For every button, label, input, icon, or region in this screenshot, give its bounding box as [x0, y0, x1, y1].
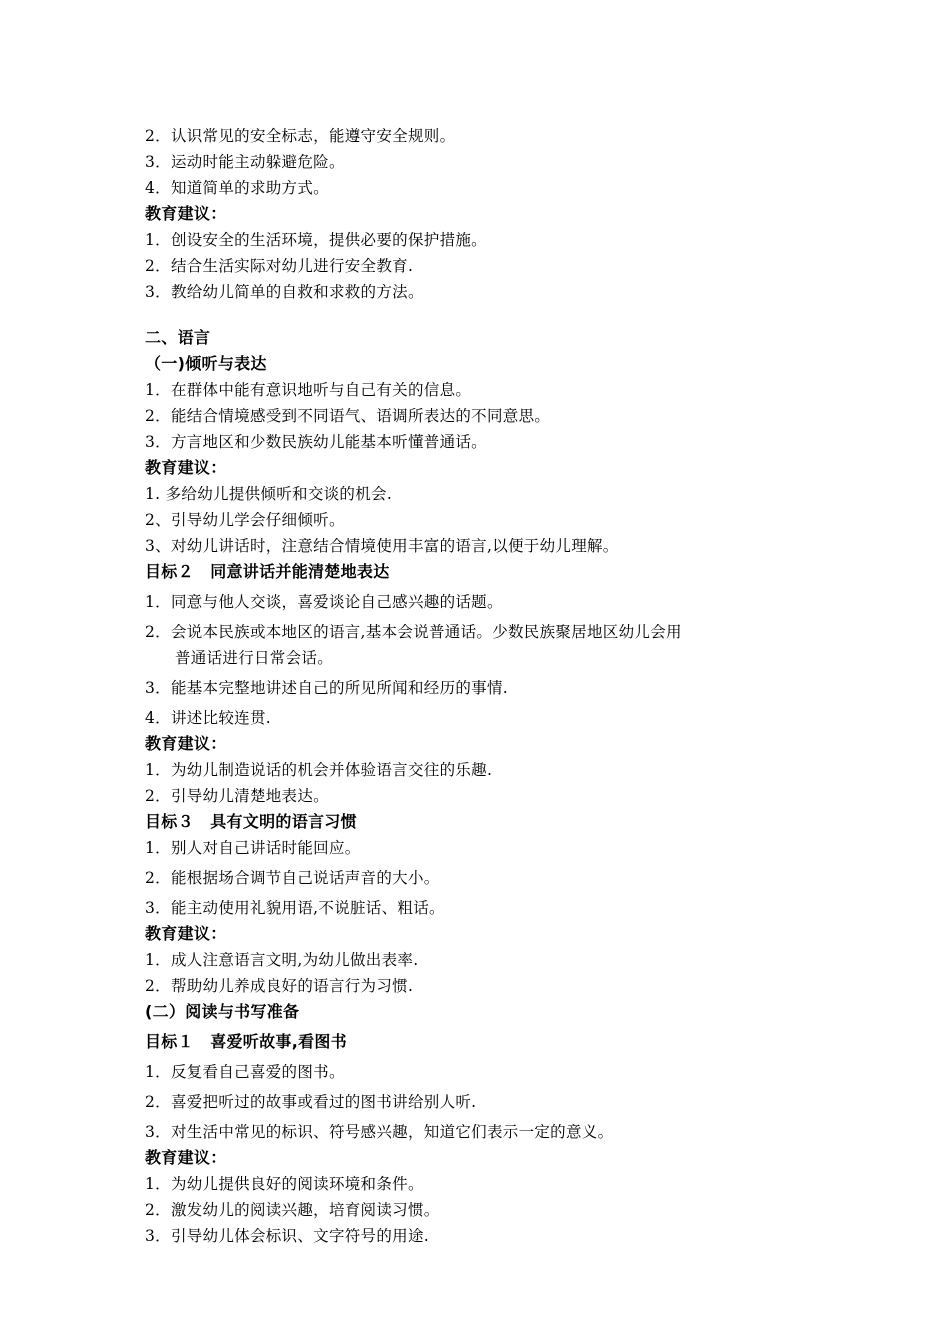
list-item: 3．运动时能主动躲避危险。	[145, 153, 345, 171]
list-item: 2．喜爱把听过的故事或看过的图书讲给别人听.	[145, 1093, 477, 1111]
document-page	[145, 123, 835, 1249]
subsection-heading: (二）阅读与书写准备	[145, 1002, 300, 1021]
list-item: 1．反复看自己喜爱的图书。	[145, 1063, 345, 1081]
goal-heading: 目标１ 喜爱听故事,看图书	[145, 1032, 347, 1051]
list-item: 3．教给幼儿简单的自救和求救的方法。	[145, 283, 424, 301]
list-item: 2．激发幼儿的阅读兴趣，培育阅读习惯。	[145, 1201, 440, 1219]
list-item: 2．帮助幼儿养成良好的语言行为习惯.	[145, 977, 414, 995]
list-item: 3．能基本完整地讲述自己的所见所闻和经历的事情.	[145, 679, 508, 697]
list-item: 1. 多给幼儿提供倾听和交谈的机会.	[145, 485, 393, 503]
list-item: 3．引导幼儿体会标识、文字符号的用途.	[145, 1227, 429, 1245]
list-item: 1．在群体中能有意识地听与自己有关的信息。	[145, 381, 472, 399]
section-heading: 教育建议：	[145, 924, 227, 943]
list-item: 2．会说本民族或本地区的语言,基本会说普通话。少数民族聚居地区幼儿会用	[145, 623, 682, 641]
list-item: 1．为幼儿提供良好的阅读环境和条件。	[145, 1175, 424, 1193]
list-item: 2．结合生活实际对幼儿进行安全教育.	[145, 257, 414, 275]
list-item: 2．认识常见的安全标志，能遵守安全规则。	[145, 127, 456, 145]
goal-heading: 目标２ 同意讲话并能清楚地表达	[145, 562, 390, 581]
list-item: 1．为幼儿制造说话的机会并体验语言交往的乐趣.	[145, 761, 493, 779]
list-item: 3、对幼儿讲话时，注意结合情境使用丰富的语言,以便于幼儿理解。	[145, 537, 619, 555]
list-item: 3．方言地区和少数民族幼儿能基本听懂普通话。	[145, 433, 487, 451]
list-item: 1．同意与他人交谈，喜爱谈论自己感兴趣的话题。	[145, 593, 503, 611]
spacer	[145, 305, 835, 325]
list-item: 3．对生活中常见的标识、符号感兴趣，知道它们表示一定的意义。	[145, 1123, 614, 1141]
list-item: 3．能主动使用礼貌用语,不说脏话、粗话。	[145, 899, 445, 917]
list-item: 4．知道简单的求助方式。	[145, 179, 329, 197]
list-item: 1．别人对自己讲话时能回应。	[145, 839, 361, 857]
list-item: 1．创设安全的生活环境，提供必要的保护措施。	[145, 231, 487, 249]
list-item: 2．能根据场合调节自己说话声音的大小。	[145, 869, 440, 887]
list-item-continuation: 普通话进行日常会话。	[175, 649, 334, 667]
section-heading: 教育建议：	[145, 734, 227, 753]
section-heading: 教育建议：	[145, 204, 227, 223]
list-item: 1．成人注意语言文明,为幼儿做出表率.	[145, 951, 419, 969]
list-item: 2．引导幼儿清楚地表达。	[145, 787, 329, 805]
list-item: 2、引导幼儿学会仔细倾听。	[145, 511, 345, 529]
section-heading: 教育建议：	[145, 1148, 227, 1167]
chapter-heading: 二、语言	[145, 328, 211, 347]
section-heading: 教育建议：	[145, 458, 227, 477]
goal-heading: 目标３ 具有文明的语言习惯	[145, 812, 357, 831]
subsection-heading: （一)倾听与表达	[145, 354, 267, 373]
list-item: 4．讲述比较连贯.	[145, 709, 271, 727]
list-item: 2．能结合情境感受到不同语气、语调所表达的不同意思。	[145, 407, 551, 425]
